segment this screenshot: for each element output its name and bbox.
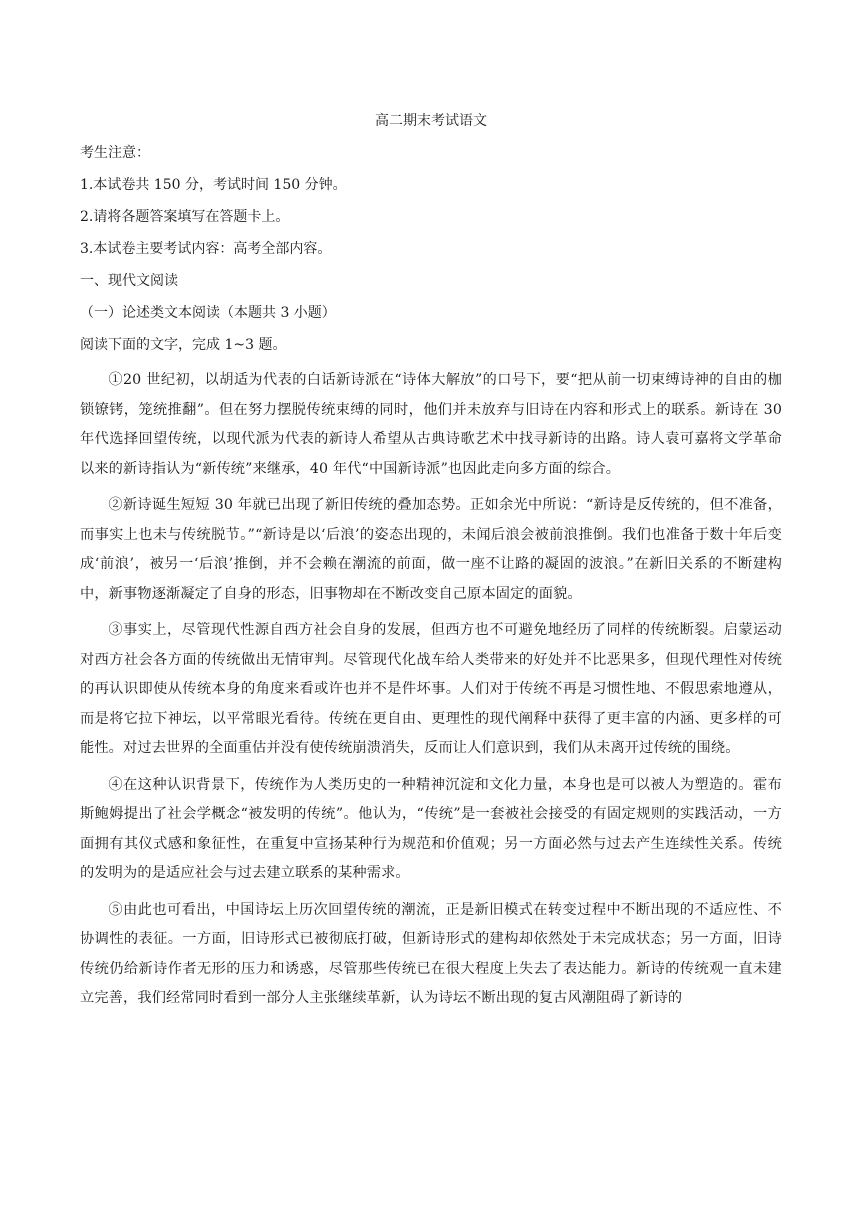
paragraph-1: ①20 世纪初，以胡适为代表的白话新诗派在“诗体大解放”的口号下，要“把从前一切束缚诗神的自由的枷锁镣铐，笼统推翻”。但在努力摆脱传统束缚的同时，他们并未放弃与旧诗在内容和形式上的联系。新诗在 30 年代选择回望传统，以现代派为代表的新诗人希望从古典诗歌艺术中找寻新诗的出路。诗人袁可嘉将文学革命以来的新诗指认为“新传统”来继承，40 年代“中国新诗派”也因此走向多方面的综合。	[80, 372, 782, 477]
section-title: 一、现代文阅读	[80, 273, 178, 289]
paragraph-5: ⑤由此也可看出，中国诗坛上历次回望传统的潮流，正是新旧模式在转变过程中不断出现的不适应性、不协调性的表征。一方面，旧诗形式已被彻底打破，但新诗形式的建构却依然处于未完成状态；另一方面，旧诗传统仍给新诗作者无形的压力和诱惑，尽管那些传统已在很大程度上失去了表达能力。新诗的传统观一直未建立完善，我们经常同时看到一部分人主张继续革新，认为诗坛不断出现的复古风潮阻碍了新诗的	[80, 901, 782, 1006]
paragraph-2: ②新诗诞生短短 30 年就已出现了新旧传统的叠加态势。正如余光中所说：“新诗是反传统的，但不准备，而事实上也未与传统脱节。”“新诗是以‘后浪’的姿态出现的，未闻后浪会被前浪推倒。我们也准备于数十年后变成‘前浪’，被另一‘后浪’推倒，并不会赖在潮流的前面，做一座不让路的凝固的波浪。”在新旧关系的不断建构中，新事物逐渐凝定了自身的形态，旧事物却在不断改变自己原本固定的面貌。	[80, 497, 782, 602]
reading-instruction: 阅读下面的文字，完成 1~3 题。	[80, 337, 287, 353]
notice-heading: 考生注意：	[80, 145, 150, 161]
subsection-title: （一）论述类文本阅读（本题共 3 小题）	[80, 305, 336, 321]
paragraph-4: ④在这种认识背景下，传统作为人类历史的一种精神沉淀和文化力量，本身也是可以被人为塑造的。霍布斯鲍姆提出了社会学概念“被发明的传统”。他认为，“传统”是一套被社会接受的有固定规则的实践活动，一方面拥有其仪式感和象征性，在重复中宣扬某种行为规范和价值观；另一方面必然与过去产生连续性关系。传统的发明为的是适应社会与过去建立联系的某种需求。	[80, 776, 782, 881]
notice-item-2: 2.请将各题答案填写在答题卡上。	[80, 209, 290, 225]
exam-title: 高二期末考试语文	[375, 113, 487, 129]
notice-item-1: 1.本试卷共 150 分，考试时间 150 分钟。	[80, 177, 347, 193]
notice-item-3: 3.本试卷主要考试内容：高考全部内容。	[80, 241, 332, 257]
paragraph-3: ③事实上，尽管现代性源自西方社会自身的发展，但西方也不可避免地经历了同样的传统断裂。启蒙运动对西方社会各方面的传统做出无情审判。尽管现代化战车给人类带来的好处并不比恶果多，但现代理性对传统的再认识即使从传统本身的角度来看或许也并不是件坏事。人们对于传统不再是习惯性地、不假思索地遵从，而是将它拉下神坛，以平常眼光看待。传统在更自由、更理性的现代阐释中获得了更丰富的内涵、更多样的可能性。对过去世界的全面重估并没有使传统崩溃消失，反而让人们意识到，我们从未离开过传统的围绕。	[80, 622, 782, 756]
exam-page	[80, 110, 782, 1021]
